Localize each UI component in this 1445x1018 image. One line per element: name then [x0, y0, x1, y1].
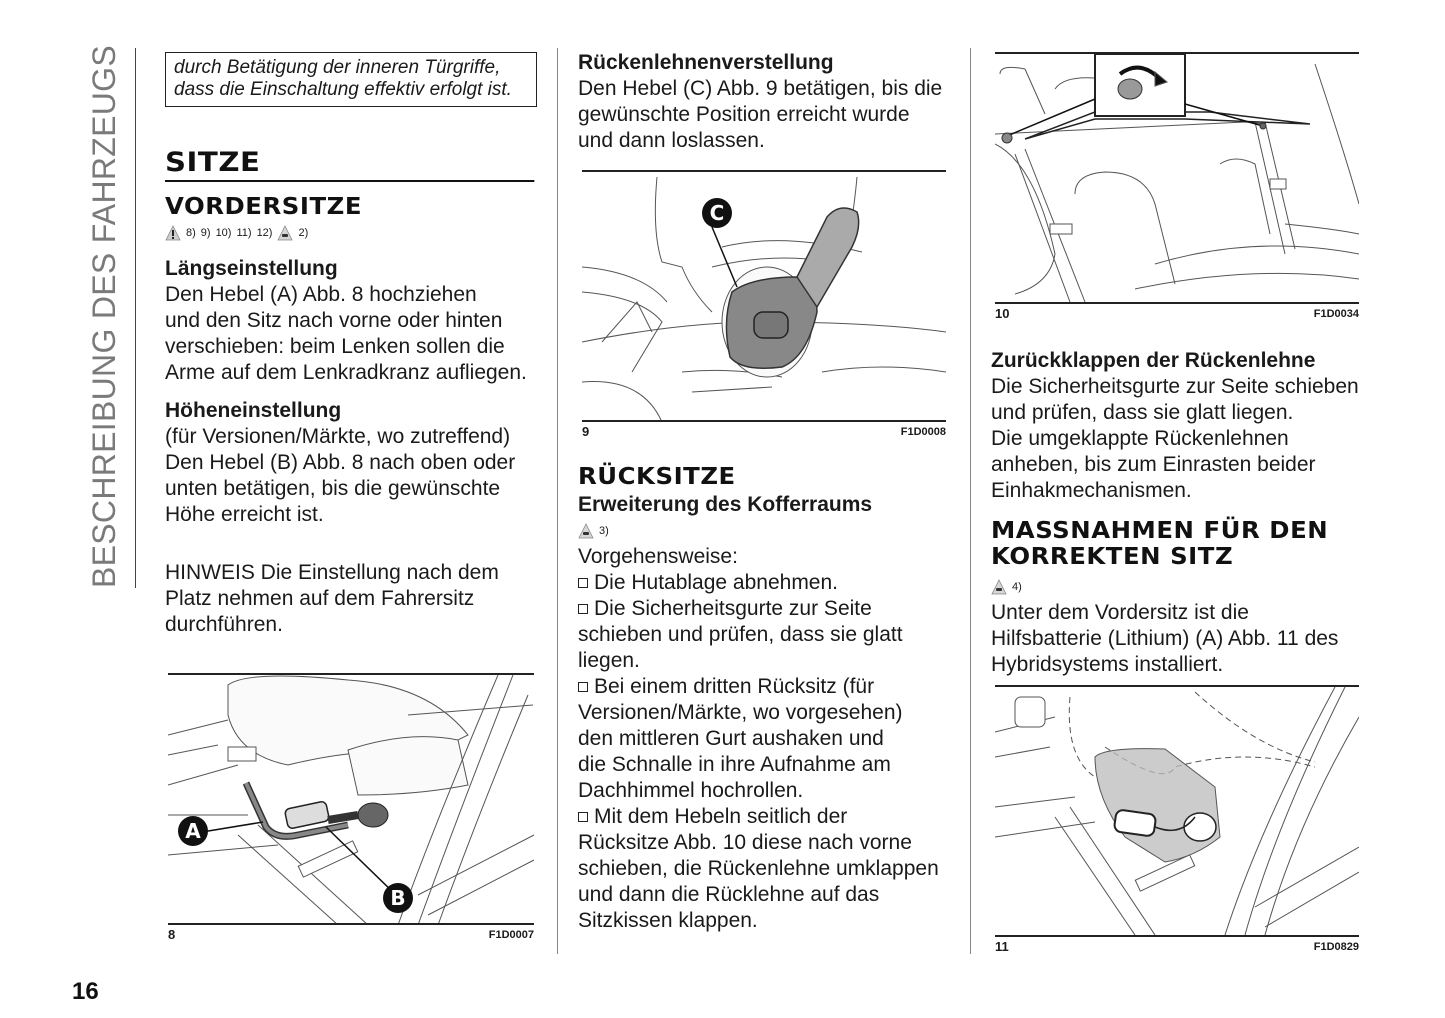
figure-code: F1D0034 — [1313, 308, 1359, 320]
figure-11 — [995, 685, 1359, 955]
step-text: liegen. — [578, 649, 640, 672]
body-text: unten betätigen, bis die gewünschte — [165, 477, 501, 500]
step-text: schieben, die Rückenlehne umklappen — [578, 857, 939, 880]
reference-markers — [165, 222, 537, 244]
body-text: Einhakmechanismen. — [991, 479, 1192, 502]
section-title-ruecksitze: RÜCKSITZE — [578, 464, 736, 490]
note-text: Platz nehmen auf dem Fahrersitz — [165, 587, 475, 610]
step-text: schieben und prüfen, dass sie glatt — [578, 623, 903, 646]
body-text: und den Sitz nach vorne oder hinten — [165, 309, 503, 332]
figure-8 — [168, 673, 534, 945]
ref-number: 2) — [298, 227, 309, 239]
step-text: und dann die Rücklehne auf das — [578, 883, 880, 906]
step-text: Rücksitze Abb. 10 diese nach vorne — [578, 831, 912, 854]
checkbox-bullet-icon — [578, 604, 588, 614]
figure-code: F1D0007 — [488, 929, 534, 941]
car-caution-icon — [991, 579, 1007, 595]
step-text: Versionen/Märkte, wo vorgesehen) — [578, 701, 903, 724]
car-caution-icon — [277, 225, 293, 241]
ref-number: 8) — [186, 227, 196, 239]
car-caution-icon — [578, 523, 594, 539]
column-2 — [578, 48, 948, 154]
column-divider — [557, 48, 558, 954]
heading-laengseinstellung: Längseinstellung — [165, 257, 338, 280]
chapter-label — [84, 44, 124, 588]
note-text: durchführen. — [165, 613, 283, 636]
body-text: anheben, bis zum Einrasten beider — [991, 453, 1316, 476]
heading-erweiterung-kofferraum: Erweiterung des Kofferraums — [578, 493, 873, 516]
step-text: Mit dem Hebeln seitlich der — [594, 805, 848, 828]
body-text: Unter dem Vordersitz ist die — [991, 601, 1249, 624]
checkbox-bullet-icon — [578, 578, 588, 588]
step-item — [578, 804, 948, 830]
step-text: den mittleren Gurt aushaken und — [578, 727, 884, 750]
body-text: Arme auf dem Lenkradkranz aufliegen. — [165, 361, 527, 384]
body-text: Hilfsbatterie (Lithium) (A) Abb. 11 des — [991, 627, 1339, 650]
callout-a: A — [178, 816, 208, 846]
column-divider — [970, 48, 971, 954]
ref-number: 11) — [236, 227, 252, 239]
column-2-lower — [578, 464, 948, 934]
note-box — [165, 52, 537, 107]
figure-code: F1D0829 — [1313, 941, 1359, 953]
body-text: und dann loslassen. — [578, 129, 765, 152]
figure-9 — [582, 170, 946, 445]
figure-number: 11 — [995, 939, 1009, 954]
step-item — [578, 596, 948, 622]
step-text: Die Sicherheitsgurte zur Seite — [594, 597, 872, 620]
body-text: verschieben: beim Lenken sollen die — [165, 335, 505, 358]
step-text: die Schnalle in ihre Aufnahme am — [578, 753, 891, 776]
note-line: durch Betätigung der inneren Türgriffe, — [174, 57, 501, 78]
battery-location-illustration — [995, 687, 1359, 935]
body-text: und prüfen, dass sie glatt liegen. — [991, 401, 1294, 424]
subsection-title-vordersitze: VORDERSITZE — [165, 194, 363, 220]
rear-seat-illustration — [995, 54, 1359, 302]
note-line: dass die Einschaltung effektiv erfolgt ist. — [174, 79, 512, 100]
figure-code: F1D0008 — [900, 426, 946, 438]
backrest-lever-illustration — [582, 172, 946, 422]
step-text: Sitzkissen klappen. — [578, 909, 758, 932]
column-1 — [165, 52, 537, 638]
note-text: HINWEIS Die Einstellung nach dem — [165, 561, 499, 584]
callout-b: B — [383, 883, 413, 913]
body-text: (für Versionen/Märkte, wo zutreffend) — [165, 425, 511, 448]
ref-number: 4) — [1012, 581, 1022, 593]
body-text: Den Hebel (C) Abb. 9 betätigen, bis die — [578, 77, 943, 100]
body-text: Vorgehensweise: — [578, 545, 738, 568]
ref-number: 10) — [215, 227, 232, 239]
figure-number: 10 — [995, 306, 1010, 321]
step-item — [578, 674, 948, 700]
ref-number: 3) — [599, 525, 609, 537]
body-text: Die umgeklappte Rückenlehnen — [991, 427, 1289, 450]
heading-hoeheneinstellung: Höheneinstellung — [165, 399, 342, 422]
body-text: Die Sicherheitsgurte zur Seite schieben — [991, 375, 1359, 398]
figure-10 — [995, 52, 1359, 327]
heading-zurueckklappen: Zurückklappen der Rückenlehne — [991, 349, 1316, 372]
column-3-text — [991, 348, 1363, 678]
heading-rueckenlehnenverstellung: Rückenlehnenverstellung — [578, 51, 834, 74]
body-text: Hybridsystems installiert. — [991, 653, 1224, 676]
section-title-sitze: SITZE — [165, 147, 534, 182]
reference-markers — [991, 576, 1363, 598]
chapter-label-text: BESCHREIBUNG DES FAHRZEUGS — [86, 44, 122, 588]
chapter-rule — [135, 48, 136, 588]
ref-number: 12) — [256, 227, 273, 239]
ref-number: 9) — [200, 227, 211, 239]
step-text: Die Hutablage abnehmen. — [594, 571, 839, 594]
section-title-massnahmen: MASSNAHMEN FÜR DEN — [991, 518, 1329, 544]
body-text: Den Hebel (B) Abb. 8 nach oben oder — [165, 451, 516, 474]
step-text: Bei einem dritten Rücksitz (für — [594, 675, 875, 698]
callout-c: C — [702, 198, 732, 228]
figure-number: 9 — [582, 424, 590, 439]
checkbox-bullet-icon — [578, 812, 588, 822]
step-item — [578, 570, 948, 596]
warning-triangle-icon — [165, 225, 181, 241]
body-text: Den Hebel (A) Abb. 8 hochziehen — [165, 283, 477, 306]
seat-adjustment-illustration — [168, 675, 534, 925]
reference-markers — [578, 520, 948, 542]
page-number: 16 — [72, 978, 99, 1005]
body-text: gewünschte Position erreicht wurde — [578, 103, 910, 126]
checkbox-bullet-icon — [578, 682, 588, 692]
body-text: Höhe erreicht ist. — [165, 503, 324, 526]
figure-number: 8 — [168, 927, 176, 942]
step-text: Dachhimmel hochrollen. — [578, 779, 804, 802]
section-title-massnahmen-line2: KORREKTEN SITZ — [991, 544, 1234, 570]
